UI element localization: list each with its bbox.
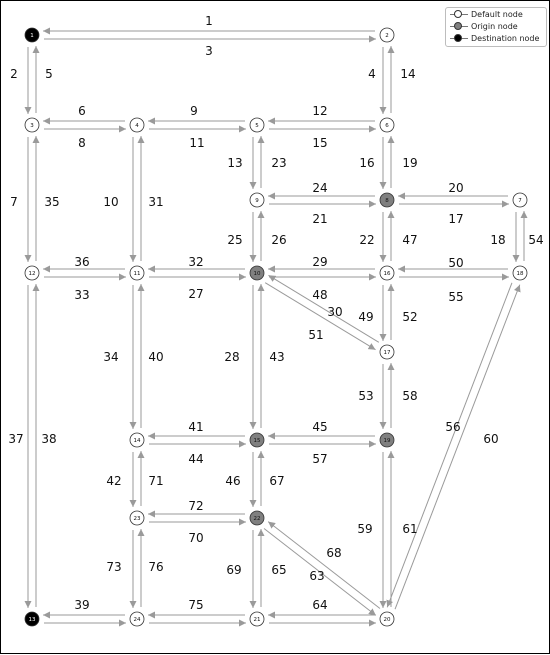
node-label-16: 16 [383,271,391,277]
edge-label-65: 65 [271,563,287,577]
edge-label-56: 56 [445,420,461,434]
node-20 [380,612,394,626]
node-label-18: 18 [516,271,524,277]
legend-item-default [450,8,546,20]
edge-label-26: 26 [271,233,287,247]
edge-label-33: 33 [74,288,90,302]
edge-label-34: 34 [103,350,119,364]
edge-label-24: 24 [312,181,328,195]
destination-node-swatch [454,34,462,42]
node-label-7: 7 [518,198,522,204]
node-21 [250,612,264,626]
node-4 [130,118,144,132]
edge-label-7: 7 [10,195,18,209]
legend-label-origin: Origin node [471,21,518,31]
node-label-15: 15 [253,438,261,444]
edge-label-69: 69 [226,563,242,577]
legend-item-origin [450,20,546,32]
node-label-3: 3 [30,123,34,129]
origin-node-swatch [454,22,462,30]
edge-label-37: 37 [8,432,24,446]
edge-label-39: 39 [74,598,90,612]
edge-label-12: 12 [312,104,328,118]
edge-label-58: 58 [402,389,418,403]
node-label-13: 13 [28,617,36,623]
edge-label-14: 14 [400,67,416,81]
edge-label-25: 25 [227,233,243,247]
edge-label-11: 11 [189,136,205,150]
node-10 [250,266,264,280]
edge-label-20: 20 [448,181,464,195]
node-8 [380,193,394,207]
edge-label-53: 53 [358,389,374,403]
edge-label-68: 68 [326,546,342,560]
edge-label-55: 55 [448,290,464,304]
node-label-19: 19 [383,438,391,444]
edge-label-50: 50 [448,256,464,270]
node-label-5: 5 [255,123,259,129]
edge-label-10: 10 [103,195,119,209]
edge-label-45: 45 [312,420,328,434]
edge-label-54: 54 [528,233,544,247]
node-23 [130,511,144,525]
node-label-8: 8 [385,198,389,204]
edge-label-63: 63 [309,569,325,583]
edge-label-2: 2 [10,67,18,81]
node-11 [130,266,144,280]
node-label-10: 10 [253,271,261,277]
edge-label-46: 46 [225,474,241,488]
edge-60 [395,285,520,610]
edge-label-35: 35 [44,195,60,209]
edge-label-47: 47 [402,233,418,247]
node-label-12: 12 [28,271,36,277]
edge-label-4: 4 [368,67,376,81]
edge-label-49: 49 [358,310,374,324]
node-label-21: 21 [253,617,261,623]
edge-label-30: 30 [327,305,343,319]
edge-label-60: 60 [483,432,499,446]
edge-label-57: 57 [312,452,328,466]
node-13 [25,612,39,626]
edge-label-64: 64 [312,598,328,612]
edge-label-52: 52 [402,310,418,324]
node-label-11: 11 [133,271,141,277]
edge-label-8: 8 [78,136,86,150]
edge-label-44: 44 [188,452,204,466]
edge-label-1: 1 [205,14,213,28]
node-label-22: 22 [253,516,261,522]
node-label-17: 17 [383,350,391,356]
node-18 [513,266,527,280]
edge-label-16: 16 [359,156,375,170]
edge-label-18: 18 [490,233,506,247]
node-label-23: 23 [133,516,141,522]
edge-label-72: 72 [188,499,204,513]
default-node-swatch [454,10,462,18]
node-label-2: 2 [385,33,389,39]
edge-label-layer [8,14,543,612]
legend [445,7,547,47]
edge-label-40: 40 [148,350,164,364]
node-9 [250,193,264,207]
edge-label-23: 23 [271,156,287,170]
node-19 [380,433,394,447]
edge-label-28: 28 [224,350,240,364]
edge-label-19: 19 [402,156,418,170]
edge-label-75: 75 [188,598,204,612]
legend-label-default: Default node [471,9,523,19]
edge-51 [268,275,378,342]
edge-label-21: 21 [312,212,328,226]
node-12 [25,266,39,280]
edge-label-71: 71 [148,474,164,488]
edge-label-15: 15 [312,136,328,150]
edge-label-70: 70 [188,531,204,545]
edge-label-13: 13 [227,156,243,170]
edge-label-42: 42 [106,474,122,488]
edge-label-36: 36 [74,255,90,269]
edge-label-48: 48 [312,288,328,302]
edge-label-67: 67 [269,474,285,488]
node-label-9: 9 [255,198,259,204]
node-6 [380,118,394,132]
node-15 [250,433,264,447]
node-24 [130,612,144,626]
node-5 [250,118,264,132]
network-graph [1,1,550,655]
node-label-6: 6 [385,123,389,129]
node-3 [25,118,39,132]
node-22 [250,511,264,525]
node-label-20: 20 [383,617,391,623]
node-2 [380,28,394,42]
edge-label-27: 27 [188,287,204,301]
node-17 [380,345,394,359]
edge-label-43: 43 [269,350,285,364]
edge-label-29: 29 [312,255,328,269]
edge-label-31: 31 [148,195,164,209]
edge-label-76: 76 [148,560,164,574]
node-16 [380,266,394,280]
node-label-4: 4 [135,123,139,129]
node-1 [25,28,39,42]
edge-label-32: 32 [188,255,204,269]
legend-item-destination [450,32,546,44]
edge-layer [28,31,524,623]
edge-label-6: 6 [78,104,86,118]
legend-label-destination: Destination node [471,33,540,43]
edge-label-3: 3 [205,44,213,58]
edge-label-22: 22 [359,233,375,247]
node-14 [130,433,144,447]
node-label-14: 14 [133,438,141,444]
edge-label-61: 61 [402,522,418,536]
node-7 [513,193,527,207]
edge-label-41: 41 [188,420,204,434]
node-layer [25,28,527,626]
edge-label-17: 17 [448,212,464,226]
edge-label-38: 38 [41,432,57,446]
edge-label-73: 73 [106,560,122,574]
node-label-24: 24 [133,617,141,623]
node-label-1: 1 [30,33,34,39]
edge-label-9: 9 [190,104,198,118]
edge-label-51: 51 [308,328,324,342]
edge-label-59: 59 [357,522,373,536]
edge-label-5: 5 [45,67,53,81]
